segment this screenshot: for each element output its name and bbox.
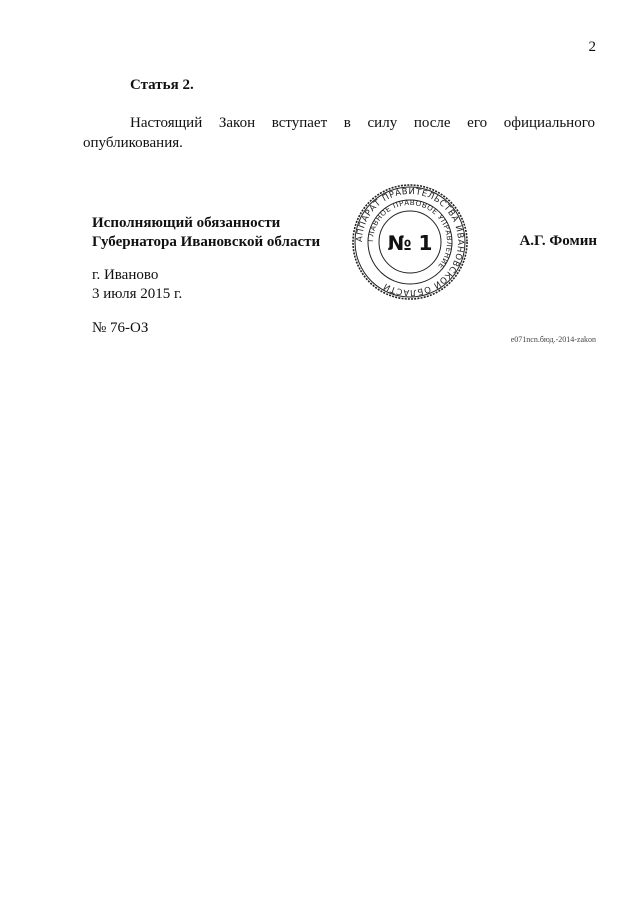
seal-outer-text: АППАРАТ ПРАВИТЕЛЬСТВА ИВАНОВСКОЙ ОБЛАСТИ [354, 186, 466, 298]
paragraph-line-1: Настоящий Закон вступает в силу после его официального [130, 115, 595, 131]
law-number: № 76-ОЗ [92, 320, 149, 336]
paragraph-line-2: опубликования. [83, 135, 183, 151]
official-seal [350, 183, 470, 301]
article-title: Статья 2. [130, 77, 194, 93]
article-paragraph [83, 113, 595, 153]
signatory-position-line-2: Губернатора Ивановской области [92, 234, 321, 250]
seal-graphic [350, 183, 470, 301]
file-reference: e071ncn.бюд.-2014-zakon [510, 335, 596, 344]
signatory-name: А.Г. Фомин [519, 233, 597, 249]
seal-inner-text: ГЛАВНОЕ ПРАВОВОЕ УПРАВЛЕНИЕ [365, 197, 455, 272]
date: 3 июля 2015 г. [92, 286, 183, 302]
place-and-date [92, 266, 182, 304]
signatory-position [92, 214, 320, 252]
place: г. Иваново [92, 267, 159, 283]
signatory-position-line-1: Исполняющий обязанности [92, 215, 281, 231]
seal-center-number: № 1 [387, 231, 433, 255]
page-number: 2 [588, 39, 596, 55]
